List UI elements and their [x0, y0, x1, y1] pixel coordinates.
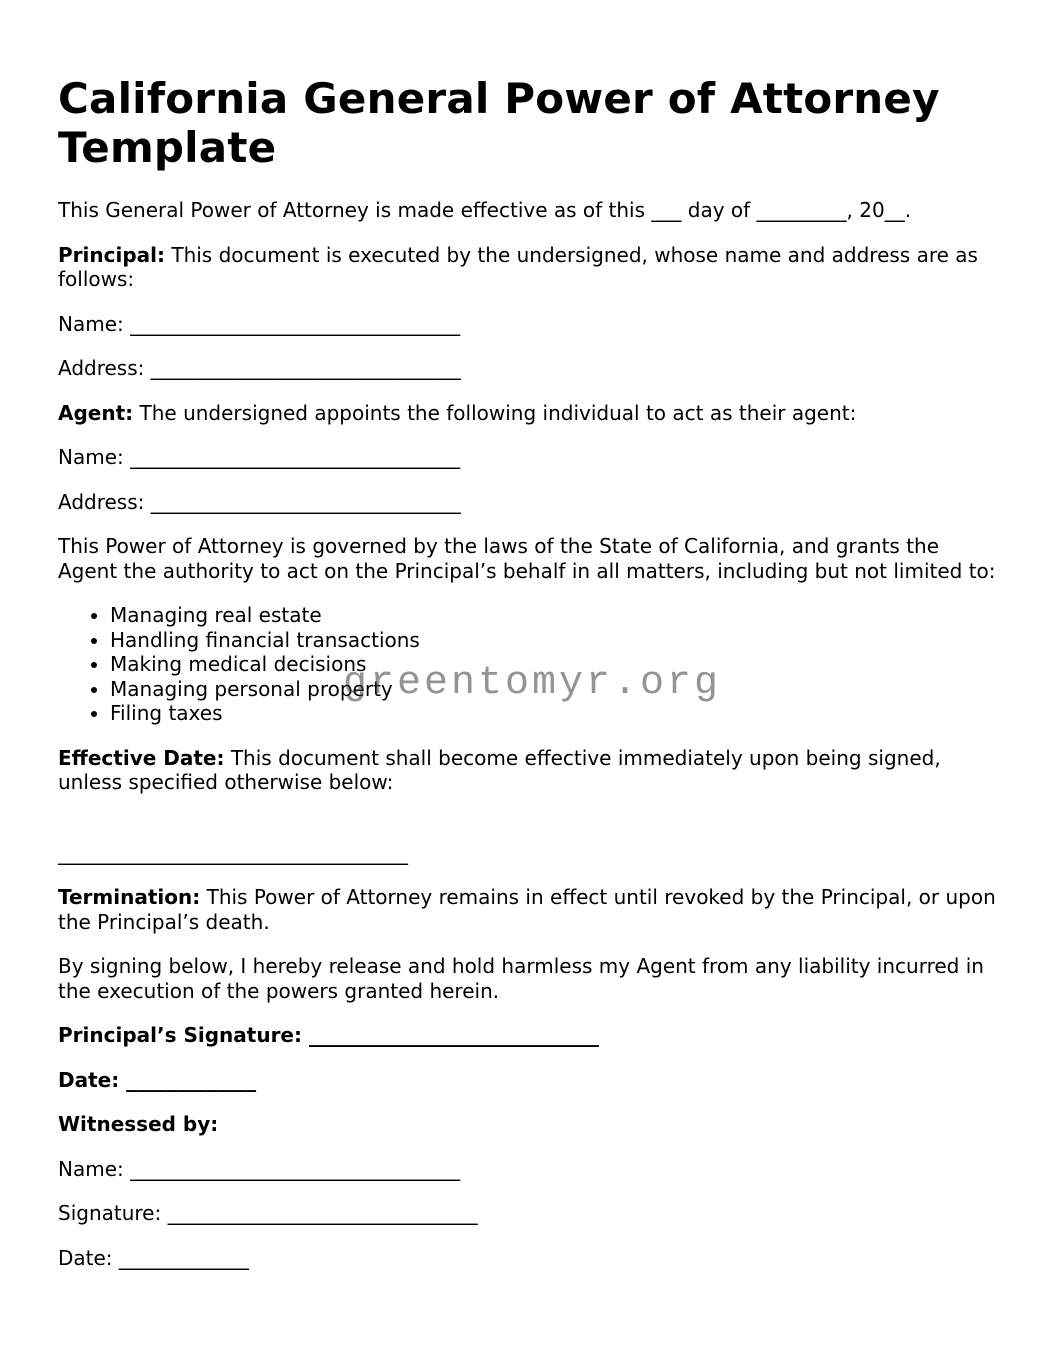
principal-address-line: Address: _______________________________	[58, 356, 461, 380]
principal-text: This document is executed by the undersigned, whose name and address are as follows:	[58, 242, 978, 291]
principal-signature-line: Principal’s Signature: _____________________________	[58, 1023, 599, 1047]
principal-date-line: Date: _____________	[58, 1067, 257, 1092]
effective-date-text: This document shall become effective immediately upon being signed, unless specified otherwise below:	[58, 745, 941, 794]
witness-name-line: Name: _________________________________	[58, 1156, 461, 1181]
document-title: California General Power of Attorney Template	[58, 74, 940, 172]
termination-label: Termination:	[58, 885, 201, 909]
effective-date-paragraph	[58, 746, 998, 795]
termination-text: This Power of Attorney remains in effect until revoked by the Principal, or upon the Principal’s death.	[58, 885, 996, 934]
list-item: • Filing taxes	[110, 701, 998, 726]
principal-paragraph	[58, 243, 998, 292]
agent-paragraph	[58, 401, 998, 426]
termination-paragraph	[58, 885, 998, 934]
effective-date-label: Effective Date:	[58, 745, 225, 770]
release-paragraph: By signing below, I hereby release and hold harmless my Agent from any liability incurred in the execution of the powers granted herein.	[58, 954, 984, 1003]
agent-text: The undersigned appoints the following individual to act as their agent:	[133, 400, 857, 425]
watermark: greentomyr.org	[343, 661, 722, 706]
list-item: • Handling financial transactions	[110, 628, 998, 653]
intro-paragraph: This General Power of Attorney is made effective as of this ___ day of _________, 20__.	[58, 198, 912, 222]
witness-signature-line: Signature: _______________________________	[58, 1201, 478, 1225]
witnessed-by-heading: Witnessed by:	[58, 1112, 219, 1136]
agent-name-line: Name: _________________________________	[58, 445, 461, 469]
effective-date-blank-line: ___________________________________	[58, 840, 408, 865]
list-item: • Managing real estate	[110, 603, 998, 628]
list-item: • Making medical decisions	[110, 652, 998, 677]
witness-date-line: Date: _____________	[58, 1245, 249, 1270]
spacer	[58, 815, 998, 841]
list-item: • Managing personal property	[110, 677, 998, 702]
governance-paragraph: This Power of Attorney is governed by the laws of the State of California, and grants the Agent the authority to act on the Principal’s behalf in all matters, including but not limited to:	[58, 534, 996, 583]
agent-label: Agent:	[58, 400, 134, 425]
principal-label: Principal:	[58, 242, 165, 267]
principal-name-line: Name: _________________________________	[58, 311, 461, 336]
agent-address-line: Address: _______________________________	[58, 489, 461, 514]
